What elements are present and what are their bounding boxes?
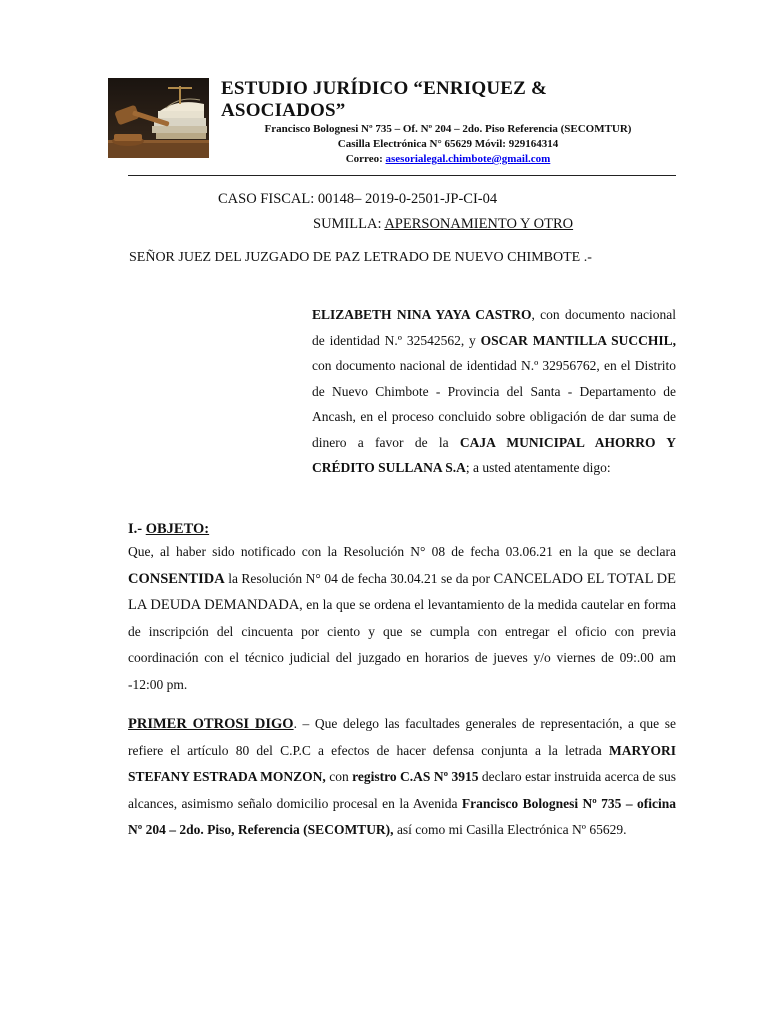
- email-link[interactable]: asesorialegal.chimbote@gmail.com: [385, 153, 551, 165]
- lawyer-name: MARYORI STEFANY ESTRADA MONZON,: [128, 742, 676, 784]
- sumilla: [313, 216, 573, 233]
- cancelado-text: CANCELADO EL TOTAL DE LA DEUDA DEMANDADA: [128, 570, 676, 613]
- petitioner-name-1: ELIZABETH NINA YAYA CASTRO: [312, 307, 532, 322]
- firm-address: Francisco Bolognesi Nº 735 – Of. Nº 204 – 2do. Piso Referencia (SECOMTUR): [264, 123, 632, 135]
- addressee: SEÑOR JUEZ DEL JUZGADO DE PAZ LETRADO DE NUEVO CHIMBOTE .-: [129, 250, 592, 265]
- intro-paragraph: ELIZABETH NINA YAYA CASTRO, con documento nacional de identidad N.º 32542562, y OSCAR MANTILLA SUCCHIL, con documento nacional de identidad N.º 32956762, en el Distrito de Nuevo Chimbote - Provincia del Santa - Departamento de Ancash, en el proceso concluido sobre obligación de dar suma de dinero a favor de la CAJA MUNICIPAL AHORRO Y CRÉDITO SULLANA S.A; a usted atentamente digo:: [312, 307, 676, 475]
- consentida-text: CONSENTIDA: [128, 570, 225, 587]
- firm-email-line: [228, 152, 668, 167]
- law-firm-logo: [108, 78, 209, 158]
- email-label: Correo:: [345, 153, 383, 165]
- otrosi-title: PRIMER OTROSI DIGO: [128, 716, 294, 732]
- objeto-paragraph: Que, al haber sido notificado con la Resolución N° 08 de fecha 03.06.21 en la que se declara CONSENTIDA la Resolución N° 04 de fecha 30.04.21 se da por CANCELADO EL TOTAL DE LA DEUDA DEMANDADA, en la que se ordena el levantamiento de la medida cautelar en forma de inscripción del cincuenta por ciento y que se cumpla con entregar el oficio con previa coordinación con el técnico judicial del juzgado en horarios de jueves y/o viernes de 09:.00 am -12:00 pm.: [128, 544, 676, 692]
- creditor-name: CAJA MUNICIPAL AHORRO Y CRÉDITO SULLANA S.A: [312, 434, 676, 475]
- registro: registro C.AS Nº 3915: [352, 769, 479, 784]
- sumilla-label: SUMILLA:: [313, 216, 382, 232]
- procesal-address: Francisco Bolognesi Nº 735 – oficina Nº 204 – 2do. Piso, Referencia (SECOMTUR),: [128, 795, 676, 837]
- firm-casilla: Casilla Electrónica N° 65629 Móvil: 929164314: [337, 138, 559, 150]
- caso-fiscal: CASO FISCAL: 00148– 2019-0-2501-JP-CI-04: [218, 191, 498, 207]
- firm-contact-block: [228, 122, 668, 167]
- firm-name: ESTUDIO JURÍDICO “ENRIQUEZ & ASOCIADOS”: [221, 78, 548, 121]
- sumilla-value: APERSONAMIENTO Y OTRO: [384, 216, 574, 232]
- otrosi-paragraph: PRIMER OTROSI DIGO. – Que delego las facultades generales de representación, a que se refiere el artículo 80 del C.P.C a efectos de hacer defensa conjunta a la letrada MARYORI STEFANY ESTRADA MONZON, con registro C.AS Nº 3915 declaro estar instruida acerca de sus alcances, asimismo señalo domicilio procesal en la Avenida Francisco Bolognesi Nº 735 – oficina Nº 204 – 2do. Piso, Referencia (SECOMTUR), así como mi Casilla Electrónica Nº 65629.: [128, 716, 676, 837]
- objeto-heading: I.- OBJETO:: [128, 521, 210, 537]
- header-divider: [128, 175, 676, 176]
- petitioner-name-2: OSCAR MANTILLA SUCCHIL,: [480, 332, 676, 348]
